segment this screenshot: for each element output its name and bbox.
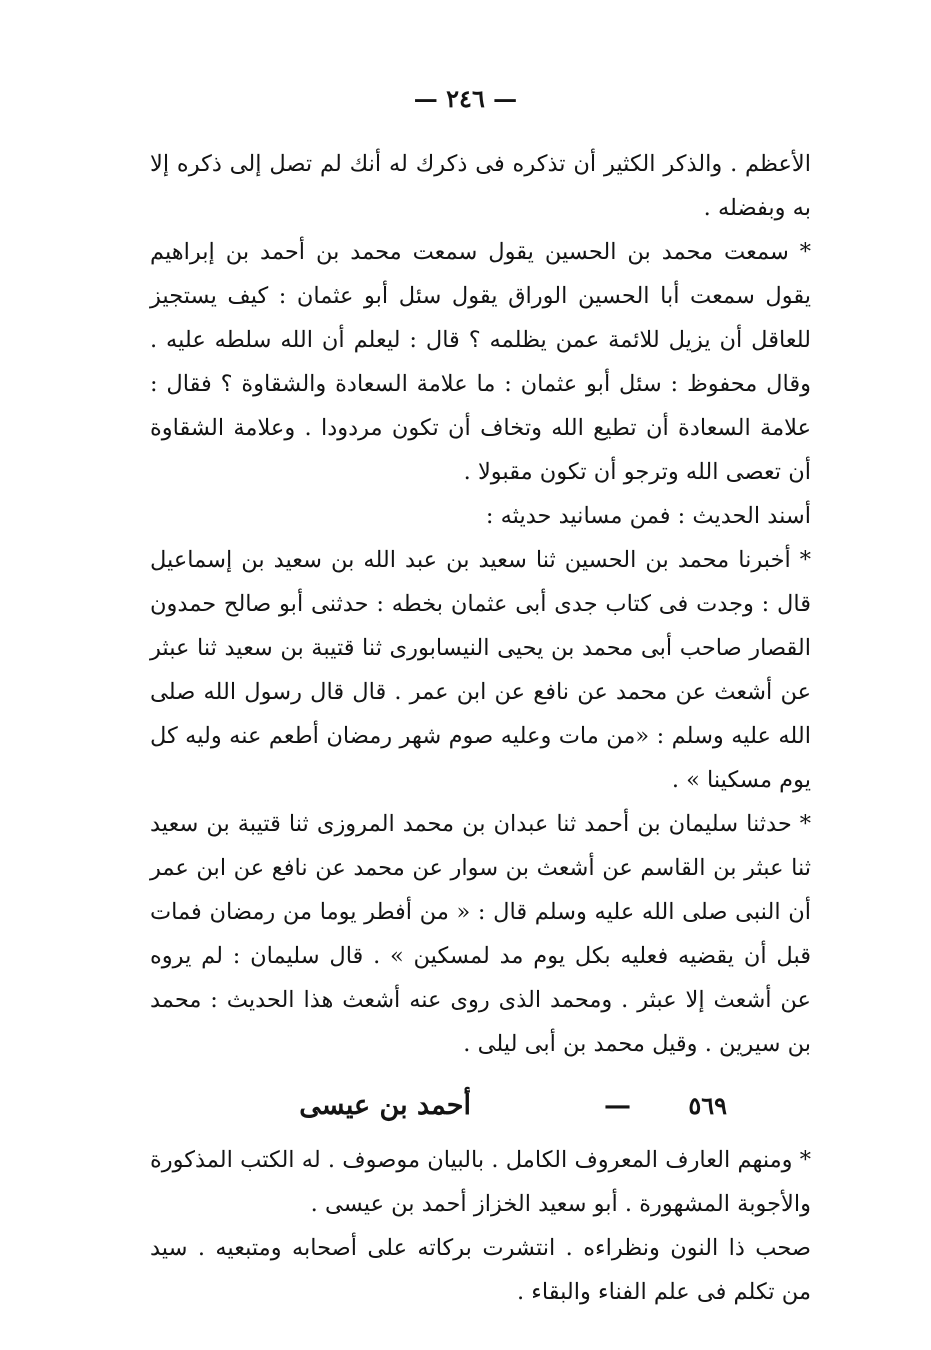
paragraph-4: * أخبرنا محمد بن الحسين ثنا سعيد بن عبد الله بن سعيد بن إسماعيل قال : وجدت فى كتاب جدى أبى عثمان بخطه : حدثنى أبو صالح حمدون القصار صاحب أبى محمد بن يحيى النيسابورى ثنا قتيبة بن سعيد ثنا عبثر عن أشعث عن محمد عن نافع عن ابن عمر . قال قال رسول الله صلى الله عليه وسلم : «من مات وعليه صوم شهر رمضان أطعم عنه وليه كل يوم مسكينا » . [150,547,811,793]
heading-name: أحمد بن عيسى [299,1090,471,1121]
page-number: — ٢٤٦ — [413,84,518,113]
paragraph-6: * ومنهم العارف المعروف الكامل . بالبيان موصوف . له الكتب المذكورة والأجوبة المشهورة . أبو سعيد الخزاز أحمد بن عيسى . [150,1147,811,1217]
paragraph-1: الأعظم . والذكر الكثير أن تذكره فى ذكرك له أنك لم تصل إلى ذكره إلا به وبفضله . [150,151,811,221]
paragraph-2: * سمعت محمد بن الحسين يقول سمعت محمد بن أحمد بن إبراهيم يقول سمعت أبا الحسين الوراق يقول سئل أبو عثمان : كيف يستجيز للعاقل أن يزيل للائمة عمن يظلمه ؟ قال : ليعلم أن الله سلطه عليه . وقال محفوظ : سئل أبو عثمان : ما علامة السعادة والشقاوة ؟ فقال : علامة السعادة أن تطيع الله وتخاف أن تكون مردودا . وعلامة الشقاوة أن تعصى الله وترجو أن تكون مقبولا . [150,239,811,485]
paragraph-7: صحب ذا النون ونظراءه . انتشرت بركاته على أصحابه ومتبعيه . سيد من تكلم فى علم الفناء والبقاء . [150,1235,811,1305]
heading-number: ٥٦٩ [688,1091,727,1120]
page-body [150,142,811,1314]
heading-dash: — [604,1090,631,1121]
paragraph-5: * حدثنا سليمان بن أحمد ثنا عبدان بن محمد المروزى ثنا قتيبة بن سعيد ثنا عبثر بن القاسم عن أشعث بن سوار عن محمد عن نافع عن ابن عمر أن النبى صلى الله عليه وسلم قال : « من أفطر يوما من رمضان فمات قبل أن يقضيه فعليه بكل يوم مد لمسكين » . قال سليمان : لم يروه عن أشعث إلا عبثر . ومحمد الذى روى عنه أشعث هذا الحديث : محمد بن سيرين . وقيل محمد بن أبى ليلى . [150,811,811,1057]
section-heading [150,1074,811,1138]
paragraph-3: أسند الحديث : فمن مسانيد حديثه : [485,503,811,529]
